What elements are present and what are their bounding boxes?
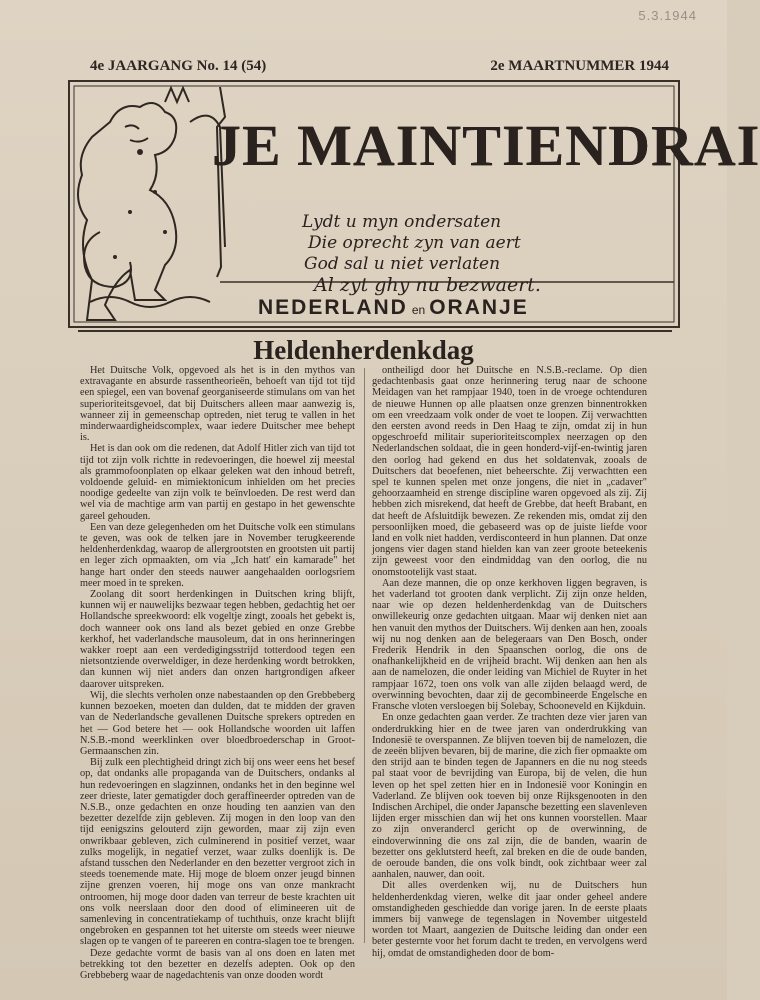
article-column-right bbox=[372, 365, 647, 959]
paragraph: Het Duitsche Volk, opgevoed als het is in den mythos van extravagante en absurde rassentheorieën, behoeft van tijd tot tijd een spiegel, een van bovenaf georganiseerde stimulans om van het superioriteitsgevoel, dat bij Duitschers alleen maar aanwezig is, wanneer zij in gemeenschap optreden, niet terug te vallen in het minderwaardigheidscomplex, waar iedere Duitscher mee behept is. bbox=[80, 365, 355, 444]
lion-icon bbox=[78, 87, 225, 320]
paragraph: Zoolang dit soort herdenkingen in Duitschen kring blijft, kunnen wij er nauwelijks bezwaar tegen hebben, gedachtig het oer Hollandsche spreekwoord: elk vogeltje zingt, zooals het gebekt is, doch wanneer ook ons land als bezet gebied en onze Grebbe kerkhof, het vaderlandsche mausoleum, dat in ons herinneringen wakker roept aan een verdedigingsstrijd totterdood tegen een nietsontziende overweldiger, in deze herdenking wordt betrokken, dan kunnen wij niet anders dan onzen hartgrondigen afkeer daarover uitspreken. bbox=[80, 589, 355, 690]
paragraph: Het is dan ook om die redenen, dat Adolf Hitler zich van tijd tot tijd tot zijn volk richtte in redevoeringen, die hoewel zij meestal als grammofoonplaten op elkaar geleken wat den inhoud betreft, voldoende geluid- en mimiektonicum inhielden om het precies noodige gedeelte van zijn volk te beïnvloeden. De rest werd dan wel via de machtige arm van partij en gestapo in het gewenschte gareel gehouden. bbox=[80, 443, 355, 522]
paragraph: Bij zulk een plechtigheid dringt zich bij ons weer eens het besef op, dat ondanks alle propaganda van de Duitschers, ondanks al hun redevoeringen en slagzinnen, ondanks het in den beginne wel zeer drieste, later gematigder doch geraffineerder optreden van de N.S.B., onze gedachten en onze houding ten aanzien van den bezetter dezelfde zijn gebleven. Zij mogen in den loop van den tijd eenigszins gelouterd zijn geworden, maar zij zijn even onwrikbaar gebleven, zich culminerend in positief verzet, waar zulks mogelijk, in negatief verzet, waar zulks doenlijk is. De afstand tusschen den Nederlander en den bezetter vergroot zich in steeds toenemende mate. Hij moge de bloem onzer jeugd binnen zijne grenzen voeren, hij moge ons van onze mankracht ontroomen, hij moge door daden van terreur de beste krachten uit ons volk neerslaan door den dood of elimineeren uit de samenleving in concentratiekamp of tuchthuis, onze kracht blijft ongebroken en gespannen tot het uiterste om steeds weer nieuwe slagen op te vangen of te pareeren en contra-slagen toe te brengen. bbox=[80, 757, 355, 948]
band-right: ORANJE bbox=[429, 296, 529, 319]
motto-line: Al zyt ghy nu bezwaert. bbox=[314, 274, 541, 296]
paragraph: En onze gedachten gaan verder. Ze trachten deze vier jaren van onderdrukking hier en de twee jaren van onderdrukking van Indonesië te overspannen. Ze blijven toeven bij de namelozen, die de zeeën blijven bevaren, bij de marine, die zich fier opmaakte om den strijd aan te binden tegen de Japanners en die nu nog steeds pal staat voor de bevrijding van Europa, bij de velen, die hun leven op het spel zetten hier en in Indonesië voor Koningin en Vaderland. Ze blijven ook toeven bij onze Rijksgenooten in den Indischen Archipel, die onder Japansche bezetting een slavenleven lijden erger misschien dan wij het ons kunnen voorstellen. Maar zo zijn onverandercl gericht op de overwinning, de eindoverwinning die ons zal zijn, die de banden, waarin de bezetter ons geklutsterd heeft, zal breken en die de oude banden, de oeroude banden, die ons volk bindt, ook zichtbaar weer zal aanhalen, nauwer, dan ooit. bbox=[372, 712, 647, 881]
lion-hatching bbox=[113, 149, 167, 259]
handwritten-date-stamp: 5.3.1944 bbox=[638, 8, 697, 23]
issue-number: 4e JAARGANG No. 14 (54) bbox=[90, 58, 267, 74]
article-column-left bbox=[80, 365, 355, 981]
paragraph: Een van deze gelegenheden om het Duitsche volk een stimulans te geven, was ook de telken jare in November terugkeerende heldenherdenkdag, waarop de allergrootsten en grootsten uit partij en leger zich opmaakten, om via „Ich hatt' ein kamarade" het hange hart onder den steeds nauwer aangehaalden oorlogsriem meer moed in te spreken. bbox=[80, 521, 355, 589]
paragraph: Aan deze mannen, die op onze kerkhoven liggen begraven, is het vaderland tot grooten dank verplicht. Zij zijn onze helden, naar wie op dezen heldenherdenkdag van de Duitschers onwillekeurig onze gedachten uitgaan. Maar wij denken niet aan hen vanuit den mythos der Duitschers. Wij denken aan hen, zooals wij nu nog denken aan de belegeraars van Den Bosch, onder Frederik Hendrik in den Spaanschen oorlog, die ons de onafhankelijkheid en de vrijheid bracht. Wij denken aan hen als aan de namelozen, die onder leiding van Michiel de Ruyter in het rampjaar 1672, toen ons volk van alle zijden belaagd werd, de overwinning bevochten, daar zij de gecombineerde Engelsche en Fransche vloten versloegen bij Solebay, Schooneveld en Kijkduin. bbox=[372, 577, 647, 713]
paragraph: Wij, die slechts verholen onze nabestaanden op den Grebbeberg kunnen bezoeken, moeten dan dulden, dat te midden der graven van de Nederlandsche gevallenen Duitsche sprekers optreden en het — God betere het — ook Hollandsche woorden uit laffen N.S.B.-mond weerklinken over bloedbroederschap in Groot-Germaanschen zin. bbox=[80, 689, 355, 757]
masthead-title: JE MAINTIENDRAI bbox=[212, 113, 760, 178]
masthead bbox=[68, 80, 760, 328]
paragraph: ontheiligd door het Duitsche en N.S.B.-reclame. Op dien gedachtenbasis gaat onze herinnering terug naar de schoone Meidagen van het rampjaar 1940, toen in de vroege ochtenduren de nieuwe Hunnen op alle plaatsen onze grenzen binnentrokken om een vreedzaam volk onder de voet te loopen. Zij verwachtten den eersten avond reeds in Den Haag te zijn, omdat zij in hun opgeschroefd militair superioriteitscomplex neerzagen op den Nederlandschen soldaat, die in geen honderd-vijf-en-twintig jaren den oorlog had gekend en dus het soldatenvak, zooals de Duitschers dat beoefenen, niet beheerschte. Zij verwachtten een spel te kunnen spelen met onze jongens, die niet in „cadaver" gehoorzaamheid en strenge discipline waren opgevoed als zij. Zij hebben zich misrekend, dat heeft de Grebbe, dat heeft Brabant, en dat heeft de Afsluitdijk bewezen. Ze rekenden mis, omdat zij den persoonlijken moed, die gebaseerd was op de juiste liefde voor land en volk niet hadden, verdisconteerd in hun plannen. Dat onze jongens vier dagen stand hielden kan van zeer groote beteekenis zijn geweest voor den eindmiddag van den oorlog, die nu onomstootelijk vast staat. bbox=[372, 365, 647, 578]
issue-date: 2e MAARTNUMMER 1944 bbox=[490, 58, 669, 74]
masthead-rule bbox=[78, 330, 672, 332]
motto bbox=[302, 212, 662, 296]
column-divider bbox=[364, 368, 365, 943]
motto-line: Die oprecht zyn van aert bbox=[308, 233, 521, 253]
band-left: NEDERLAND bbox=[258, 296, 408, 319]
paragraph: Dit alles overdenken wij, nu de Duitschers hun heldenherdenkdag vieren, welke dit jaar onder geheel andere omstandigheden geschiedde dan vorige jaren. In de eerste plaats immers bij vanwege de tegenslagen in November uitgesteld worden tot Maart, aangezien de Duitsche leiding dan onder een beter gesternte voor het forum dacht te treden, en vervolgens werd hij, omdat de omstandigheden door de bom- bbox=[372, 880, 647, 959]
issue-header bbox=[90, 58, 669, 75]
paragraph: Deze gedachte vormt de basis van al ons doen en laten met betrekking tot den bezetter en dezelfs adepten. Ook op den Grebbeberg waar de nagedachtenis van onze dooden wordt bbox=[80, 947, 355, 981]
motto-line: Lydt u myn ondersaten bbox=[302, 212, 502, 232]
band-mid: en bbox=[411, 303, 426, 317]
motto-line: God sal u niet verlaten bbox=[304, 254, 501, 274]
masthead-band bbox=[258, 296, 678, 320]
article-headline: Heldenherdenkdag bbox=[253, 335, 474, 365]
